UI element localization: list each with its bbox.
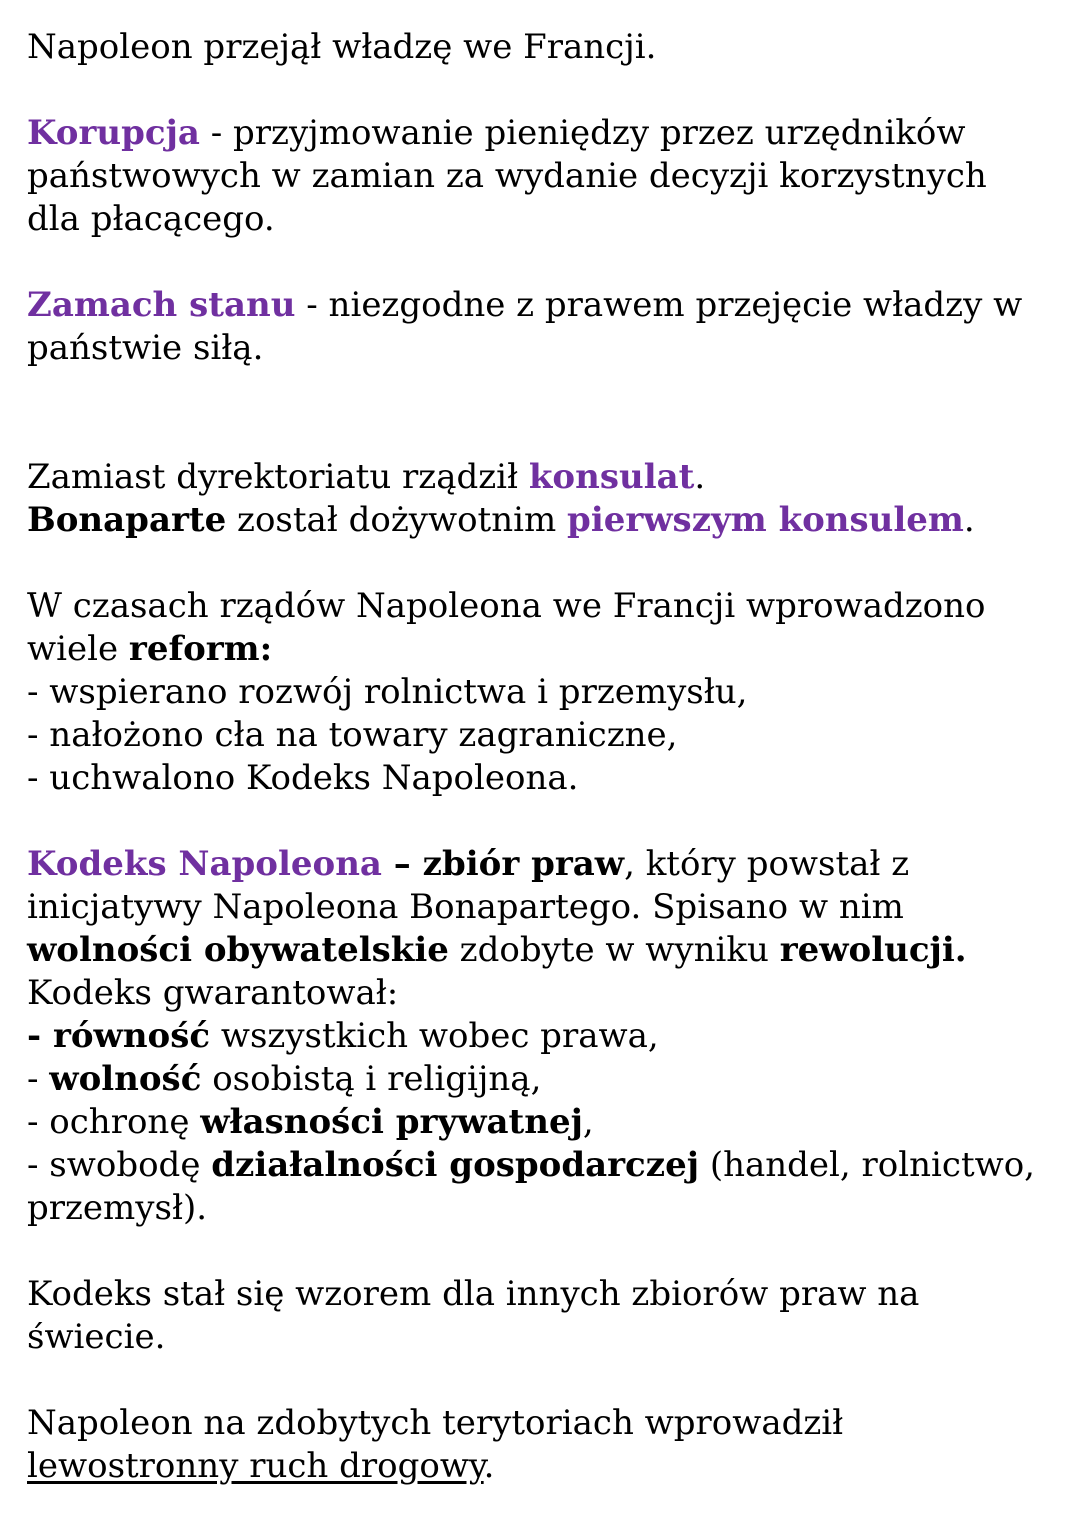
ruch-line-1: Napoleon na zdobytych terytoriach wprowadził (27, 1403, 844, 1443)
zamach-term: Zamach stanu (27, 285, 296, 325)
zamach-line-1 (27, 284, 1067, 327)
zbior-praw-term: zbiór praw (422, 844, 625, 884)
wzor-line-1: Kodeks stał się wzorem dla innych zbiorów praw na (27, 1274, 920, 1314)
ruch-drogowy-underlined: lewostronny ruch drogowy (27, 1446, 484, 1486)
list-item: - wspierano rozwój rolnictwa i przemysłu, (27, 672, 748, 712)
list-item (27, 1101, 1067, 1144)
kodeks-paragraph (27, 843, 1067, 1230)
list-item (27, 1058, 1067, 1101)
bonaparte-period: . (963, 500, 975, 540)
zamach-definition (27, 284, 1067, 370)
list-text: (handel, rolnictwo, (699, 1145, 1035, 1185)
list-text: - ochronę (27, 1102, 201, 1142)
zamach-line-2: państwie siłą. (27, 328, 264, 368)
kodeks-text-3: zdobyte w wyniku (448, 930, 780, 970)
rownosc-term: równość (52, 1016, 211, 1056)
reformy-line-1: W czasach rządów Napoleona we Francji wprowadzono (27, 586, 986, 626)
kodeks-line-1 (27, 843, 1067, 886)
korupcja-text-1: - przyjmowanie pieniędzy przez urzędników (199, 113, 966, 153)
ruch-period: . (483, 1446, 495, 1486)
kodeks-line-3 (27, 929, 1067, 972)
kodeks-line-2: inicjatywy Napoleona Bonapartego. Spisano w nim (27, 887, 904, 927)
spacer (27, 800, 1067, 843)
intro-paragraph (27, 26, 1067, 69)
spacer (27, 1359, 1067, 1402)
list-item-continuation: przemysł). (27, 1188, 208, 1228)
korupcja-line-2: państwowych w zamian za wydanie decyzji korzystnych (27, 156, 987, 196)
kodeks-dash: – (381, 844, 423, 884)
list-text: , (582, 1102, 594, 1142)
list-item (27, 1015, 1067, 1058)
reformy-line-2 (27, 628, 1067, 671)
spacer (27, 69, 1067, 112)
spacer (27, 542, 1067, 585)
korupcja-term: Korupcja (27, 113, 200, 153)
wolnosc-term: wolność (49, 1059, 202, 1099)
list-text: osobistą i religijną, (201, 1059, 542, 1099)
bonaparte-line (27, 499, 1067, 542)
korupcja-definition (27, 112, 1067, 241)
list-dash: - (27, 1059, 50, 1099)
document-page (27, 26, 1067, 1488)
pierwszy-konsul-term: pierwszym konsulem (567, 500, 964, 540)
ruch-line-2 (27, 1445, 1067, 1488)
list-item (27, 1144, 1067, 1187)
kodeks-line-4: Kodeks gwarantował: (27, 973, 399, 1013)
list-item: - uchwalono Kodeks Napoleona. (27, 758, 579, 798)
wzor-line-2: świecie. (27, 1317, 166, 1357)
korupcja-line-3: dla płacącego. (27, 199, 275, 239)
konsulat-term: konsulat (528, 457, 695, 497)
spacer (27, 1230, 1067, 1273)
konsulat-text: Zamiast dyrektoriatu rządził (27, 457, 529, 497)
bonaparte-name: Bonaparte (27, 500, 227, 540)
ruch-paragraph (27, 1402, 1067, 1488)
list-dash: - (27, 1016, 53, 1056)
bonaparte-text: został dożywotnim (226, 500, 568, 540)
korupcja-line-1 (27, 112, 1067, 155)
list-text: - swobodę (27, 1145, 212, 1185)
list-text: wszystkich wobec prawa, (210, 1016, 659, 1056)
kodeks-text-1: , który powstał z (624, 844, 910, 884)
konsulat-paragraph (27, 456, 1067, 542)
rewolucji-term: rewolucji. (779, 930, 967, 970)
spacer (27, 370, 1067, 456)
dzialalnosc-term: działalności gospodarczej (211, 1145, 700, 1185)
konsulat-period: . (694, 457, 706, 497)
konsulat-line (27, 456, 1067, 499)
zamach-text-1: - niezgodne z prawem przejęcie władzy w (295, 285, 1023, 325)
reformy-paragraph (27, 585, 1067, 800)
reformy-term: reform: (128, 629, 273, 669)
reformy-text: wiele (27, 629, 129, 669)
wolnosci-term: wolności obywatelskie (27, 930, 449, 970)
intro-line: Napoleon przejął władzę we Francji. (27, 27, 657, 67)
kodeks-term: Kodeks Napoleona (27, 844, 382, 884)
wzor-paragraph (27, 1273, 1067, 1359)
list-item: - nałożono cła na towary zagraniczne, (27, 715, 678, 755)
wlasnosc-term: własności prywatnej (200, 1102, 583, 1142)
spacer (27, 241, 1067, 284)
